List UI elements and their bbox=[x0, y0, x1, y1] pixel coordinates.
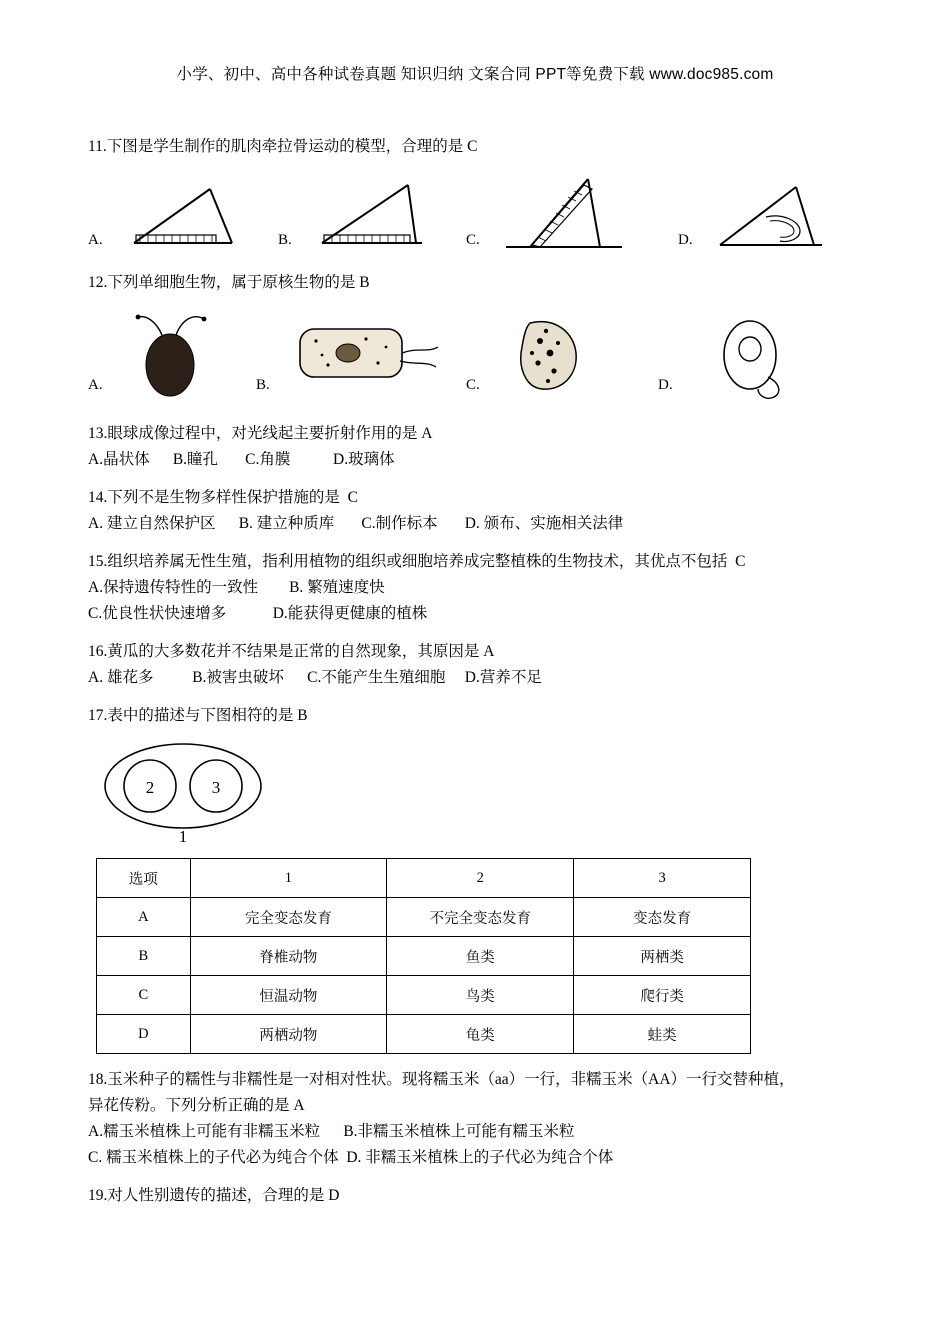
question-18-stem-line1: 18.玉米种子的糯性与非糯性是一对相对性状。现将糯玉米（aa）一行，非糯玉米（AA）一行交替种植， bbox=[88, 1071, 795, 1089]
document-content bbox=[88, 135, 878, 1222]
question-14-options: A. 建立自然保护区 B. 建立种质库 C.制作标本 D. 颁布、实施相关法律 bbox=[88, 515, 624, 533]
question-14-stem: 14.下列不是生物多样性保护措施的是 C bbox=[88, 489, 358, 507]
figure-c-label: C. bbox=[466, 377, 480, 394]
question-18-options-row2: C. 糯玉米植株上的子代必为纯合个体 D. 非糯玉米植株上的子代必为纯合个体 bbox=[88, 1149, 614, 1167]
euglena-icon bbox=[118, 303, 238, 408]
figure-organism-a bbox=[88, 303, 238, 408]
question-18-stem-line2: 异花传粉。下列分析正确的是 A bbox=[88, 1097, 305, 1115]
table-header-cell: 选项 bbox=[97, 859, 191, 898]
table-cell: 完全变态发育 bbox=[190, 898, 387, 937]
figure-organism-c bbox=[466, 303, 651, 408]
table-cell: 蛙类 bbox=[574, 1015, 751, 1054]
table-cell: 鱼类 bbox=[387, 937, 574, 976]
figure-d-label: D. bbox=[678, 232, 693, 249]
table-cell: 两栖动物 bbox=[190, 1015, 387, 1054]
question-12 bbox=[88, 271, 878, 408]
question-15-options-row1: A.保持遗传特性的一致性 B. 繁殖速度快 bbox=[88, 579, 385, 597]
watermark-text: 小学、初中、高中各种试卷真题 知识归纳 文案合同 PPT等免费下载 www.doc985.com bbox=[176, 66, 774, 83]
figure-b-label: B. bbox=[256, 377, 270, 394]
svg-text:2: 2 bbox=[145, 778, 155, 798]
figure-choice-d bbox=[678, 165, 858, 257]
table-cell: 龟类 bbox=[387, 1015, 574, 1054]
figure-choice-c bbox=[466, 165, 661, 257]
question-16 bbox=[88, 640, 878, 690]
question-16-options: A. 雄花多 B.被害虫破坏 C.不能产生生殖细胞 D.营养不足 bbox=[88, 669, 542, 687]
muscle-bone-model-d-icon bbox=[704, 165, 844, 257]
table-cell: 恒温动物 bbox=[190, 976, 387, 1015]
figure-choice-b bbox=[278, 165, 453, 257]
question-13 bbox=[88, 422, 878, 472]
question-15 bbox=[88, 550, 878, 626]
table-cell: 脊椎动物 bbox=[190, 937, 387, 976]
table-row bbox=[97, 937, 751, 976]
question-17 bbox=[88, 704, 878, 1054]
table-cell: C bbox=[97, 976, 191, 1015]
question-14 bbox=[88, 486, 878, 536]
question-12-figures bbox=[88, 303, 878, 408]
table-header-row bbox=[97, 859, 751, 898]
question-11 bbox=[88, 135, 878, 257]
svg-text:3: 3 bbox=[211, 778, 221, 798]
table-cell: A bbox=[97, 898, 191, 937]
comparison-table bbox=[96, 858, 751, 1054]
figure-b-label: B. bbox=[278, 232, 292, 249]
question-12-stem: 12.下列单细胞生物，属于原核生物的是 B bbox=[88, 274, 370, 292]
table-header-cell: 2 bbox=[387, 859, 574, 898]
figure-organism-d bbox=[658, 303, 848, 408]
figure-a-label: A. bbox=[88, 377, 103, 394]
paramecium-icon bbox=[496, 303, 646, 408]
table-header-cell: 1 bbox=[190, 859, 387, 898]
question-11-figures bbox=[88, 165, 878, 257]
table-row bbox=[97, 898, 751, 937]
figure-choice-a bbox=[88, 165, 263, 257]
muscle-bone-model-c-icon bbox=[492, 165, 652, 257]
figure-d-label: D. bbox=[658, 377, 673, 394]
venn-diagram-icon bbox=[98, 736, 298, 848]
question-17-stem: 17.表中的描述与下图相符的是 B bbox=[88, 707, 308, 725]
figure-c-label: C. bbox=[466, 232, 480, 249]
question-18 bbox=[88, 1068, 878, 1170]
table-cell: 不完全变态发育 bbox=[387, 898, 574, 937]
svg-text:1: 1 bbox=[178, 827, 188, 847]
table-header-cell: 3 bbox=[574, 859, 751, 898]
table-row bbox=[97, 1015, 751, 1054]
question-15-options-row2: C.优良性状快速增多 D.能获得更健康的植株 bbox=[88, 605, 428, 623]
yeast-icon bbox=[694, 303, 824, 408]
figure-a-label: A. bbox=[88, 232, 103, 249]
table-cell: 鸟类 bbox=[387, 976, 574, 1015]
muscle-bone-model-a-icon bbox=[114, 165, 254, 257]
table-cell: B bbox=[97, 937, 191, 976]
question-16-stem: 16.黄瓜的大多数花并不结果是正常的自然现象，其原因是 A bbox=[88, 643, 495, 661]
question-15-stem: 15.组织培养属无性生殖，指利用植物的组织或细胞培养成完整植株的生物技术，其优点不包括 C bbox=[88, 553, 746, 571]
question-19 bbox=[88, 1184, 878, 1208]
figure-organism-b bbox=[256, 303, 446, 408]
question-18-options-row1: A.糯玉米植株上可能有非糯玉米粒 B.非糯玉米植株上可能有糯玉米粒 bbox=[88, 1123, 575, 1141]
question-19-stem: 19.对人性别遗传的描述，合理的是 D bbox=[88, 1187, 340, 1205]
bacterium-icon bbox=[286, 303, 451, 408]
table-row bbox=[97, 976, 751, 1015]
table-cell: 变态发育 bbox=[574, 898, 751, 937]
venn-diagram bbox=[98, 736, 878, 848]
table-cell: 爬行类 bbox=[574, 976, 751, 1015]
table-cell: D bbox=[97, 1015, 191, 1054]
muscle-bone-model-b-icon bbox=[304, 165, 444, 257]
table-cell: 两栖类 bbox=[574, 937, 751, 976]
question-13-stem: 13.眼球成像过程中，对光线起主要折射作用的是 A bbox=[88, 425, 433, 443]
question-13-options: A.晶状体 B.瞳孔 C.角膜 D.玻璃体 bbox=[88, 451, 395, 469]
question-11-stem: 11.下图是学生制作的肌肉牵拉骨运动的模型，合理的是 C bbox=[88, 138, 478, 155]
